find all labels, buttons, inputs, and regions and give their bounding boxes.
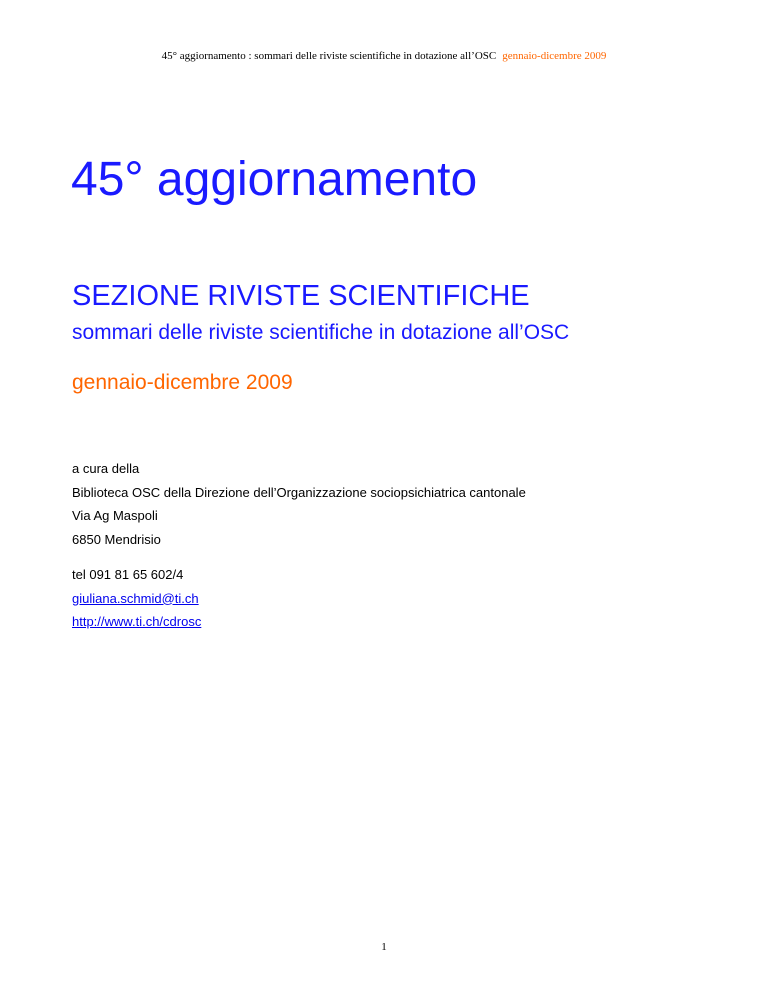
page-number: 1 — [381, 941, 387, 953]
curator-city: 6850 Mendrisio — [72, 531, 161, 547]
running-header-text: 45° aggiornamento : sommari delle riviste scientifiche in dotazione all’OSC — [161, 50, 497, 62]
curator-info — [72, 457, 526, 634]
contact-phone: tel 091 81 65 602/4 — [72, 567, 184, 582]
running-header-date: gennaio-dicembre 2009 — [502, 50, 607, 62]
curator-intro: a cura della — [72, 461, 140, 476]
curator-organization: Biblioteca OSC della Direzione dell’Organizzazione sociopsichiatrica cantonale — [72, 484, 526, 500]
running-header — [0, 50, 768, 62]
contact-email-link[interactable]: giuliana.schmid@ti.ch — [72, 590, 199, 606]
section-subtitle: sommari delle riviste scientifiche in dotazione all’OSC — [72, 321, 570, 344]
curator-street: Via Ag Maspoli — [72, 508, 158, 523]
contact-website-link[interactable]: http://www.ti.ch/cdrosc — [72, 614, 202, 629]
document-title: 45° aggiornamento — [71, 153, 478, 206]
period-label: gennaio-dicembre 2009 — [72, 371, 293, 394]
spacer — [72, 551, 526, 563]
section-title: SEZIONE RIVISTE SCIENTIFICHE — [72, 280, 530, 312]
